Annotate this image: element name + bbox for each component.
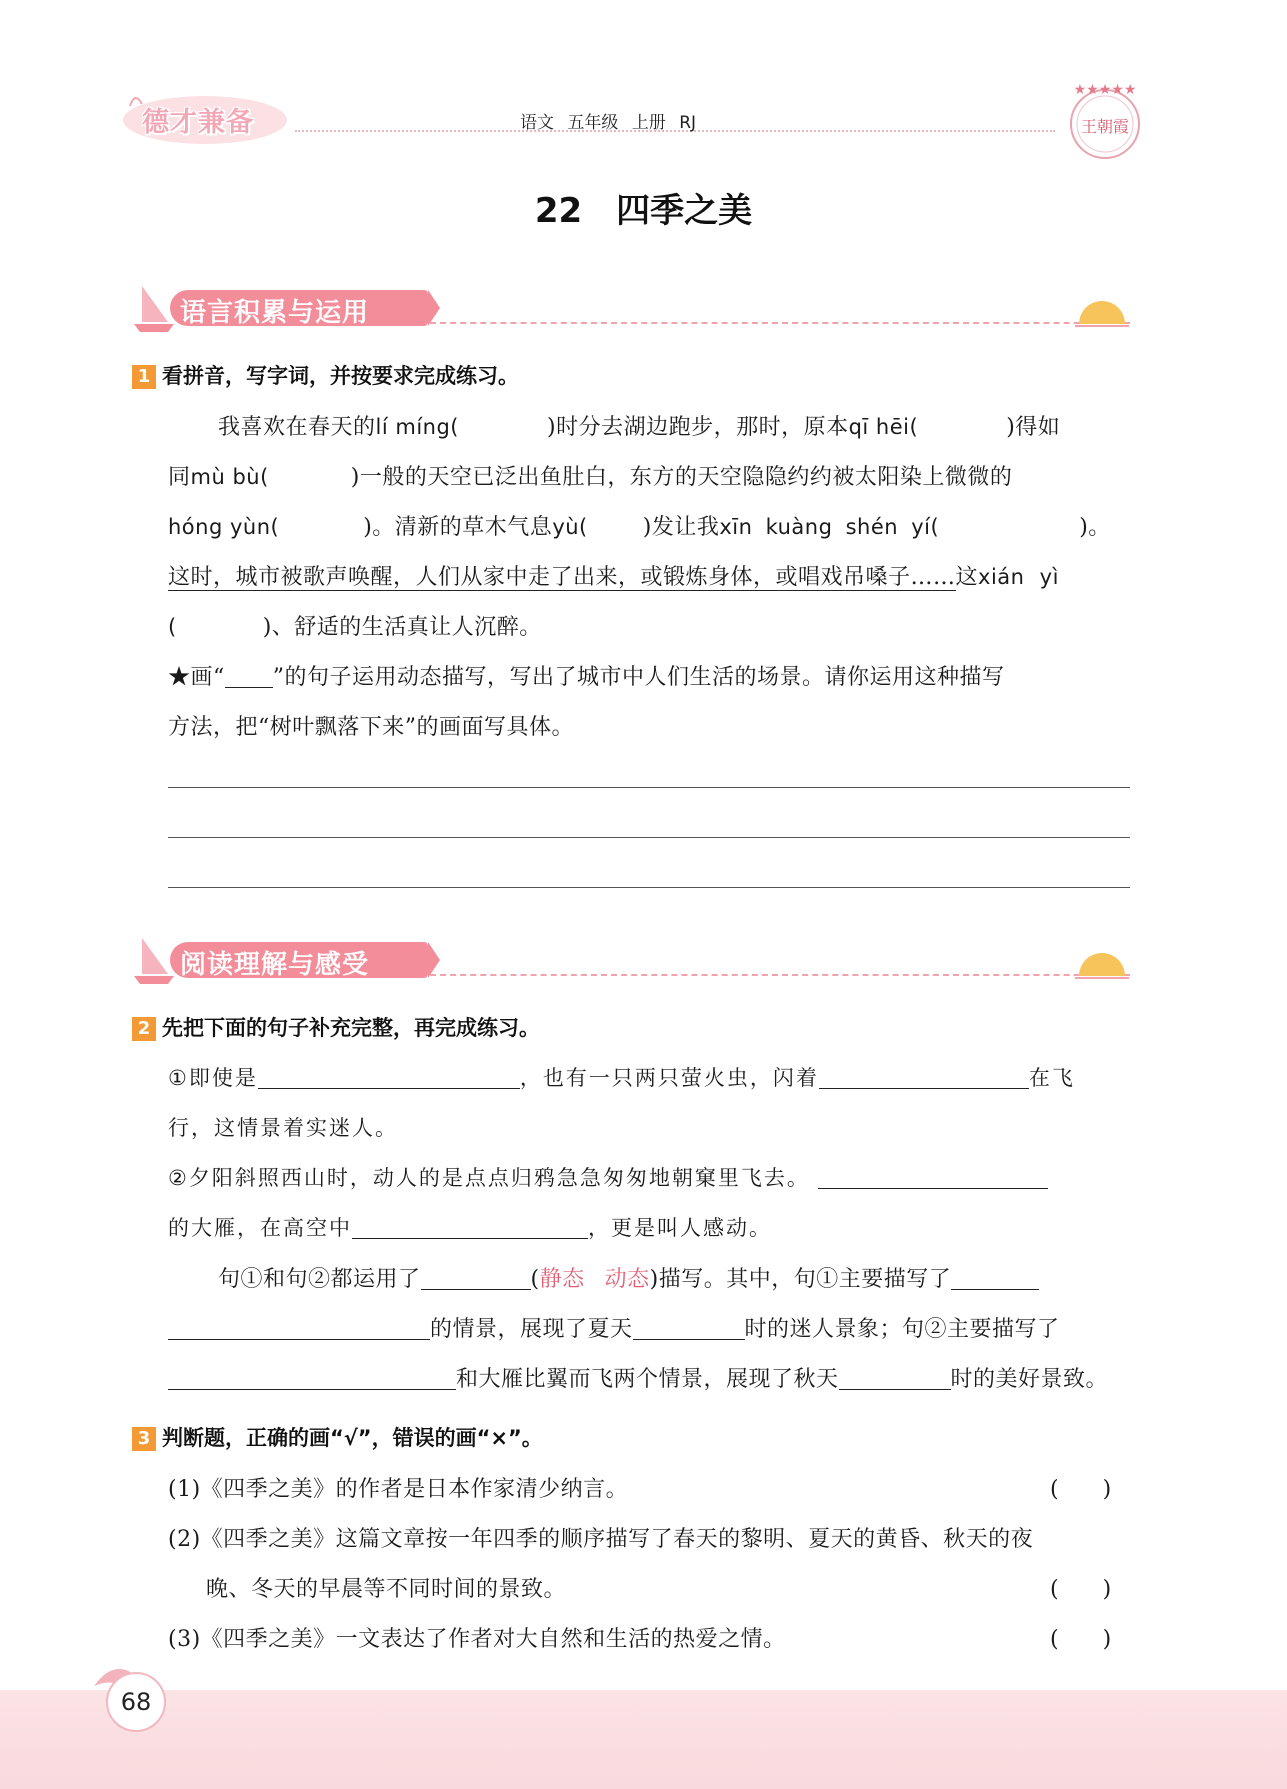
answer-line[interactable] [168,837,1130,838]
svg-text:★★★★★: ★★★★★ [1073,82,1137,98]
q2-line: 的大雁，在高空中 ，更是叫人感动。 [168,1216,772,1240]
question-1-text: 看拼音，写字词，并按要求完成练习。 [162,364,519,388]
q2-line: ①即使是 ，也有一只两只萤火虫，闪着 在飞 [168,1066,1075,1090]
author-stamp [1060,80,1150,162]
brand-text: 德才兼备 [142,107,254,138]
q2-line: 的情景，展现了夏天 时的迷人景象；句②主要描写了 [168,1312,1060,1343]
section-banner-1 [128,278,428,334]
footer-background [0,1690,1287,1789]
option-dynamic[interactable]: 动态 [604,1267,650,1292]
option-static[interactable]: 静态 [539,1267,585,1292]
q1-paragraph-line: 我喜欢在春天的lí míng( )时分去湖边跑步，那时，原本qī hēi( )得如 [218,415,1061,440]
section-title-2: 阅读理解与感受 [180,950,370,980]
q1-paragraph-line: ( )、舒适的生活真让人沉醉。 [168,615,542,640]
q1-paragraph-line: 同mù bù( )一般的天空已泛出鱼肚白，东方的天空隐隐约约被太阳染上微微的 [168,465,1013,490]
q1-paragraph-line: 这时，城市被歌声唤醒，人们从家中走了出来，或锻炼身体，或唱戏吊嗓子……这xián yì [168,565,1059,590]
header-meta: 语文 五年级 上册 RJ [520,113,697,133]
question-2-text: 先把下面的句子补充完整，再完成练习。 [162,1016,540,1040]
page-title: 22 四季之美 [534,191,753,231]
brand-logo [120,86,290,146]
section-divider-2 [430,974,1130,976]
judge-answer-box-3[interactable]: ( ) [1050,1627,1112,1652]
q1-task-line: 方法，把“树叶飘落下来”的画面写具体。 [168,715,574,740]
q2-line: ②夕阳斜照西山时，动人的是点点归鸦急急匆匆地朝窠里飞去。 [168,1162,1048,1192]
q2-line: 行，这情景着实迷人。 [168,1116,398,1140]
section-divider-1 [430,322,1130,324]
answer-line[interactable] [168,787,1130,788]
answer-line[interactable] [168,887,1130,888]
q1-paragraph-line: hóng yùn( )。清新的草木气息yù( )发让我xīn kuàng shén yí( )。 [168,515,1111,540]
q1-task-line: ★画“ ”的句子运用动态描写，写出了城市中人们生活的场景。请你运用这种描写 [168,665,1005,690]
q2-line: 句①和句②都运用了 (静态 动态)描写。其中，句①主要描写了 [218,1262,1039,1293]
question-number: 3 [132,1427,156,1451]
stamp-text: 王朝霞 [1080,117,1130,136]
judge-item-2: (2)《四季之美》这篇文章按一年四季的顺序描写了春天的黎明、夏天的黄昏、秋天的夜 [168,1527,1034,1552]
judge-answer-box-2[interactable]: ( ) [1050,1577,1112,1602]
underlined-sentence: 这时，城市被歌声唤醒，人们从家中走了出来，或锻炼身体，或唱戏吊嗓子…… [168,565,956,590]
sunset-icon [1075,942,1129,982]
question-number: 1 [132,365,156,389]
question-3-heading [132,1422,543,1452]
section-banner-2 [128,930,428,986]
question-3-text: 判断题，正确的画“√”，错误的画“×”。 [162,1426,543,1450]
stamp-seal-icon [1060,80,1150,162]
judge-item-2-cont: 晚、冬天的早晨等不同时间的景致。 [206,1577,567,1602]
sunset-icon [1075,290,1129,330]
judge-item-1: (1)《四季之美》的作者是日本作家清少纳言。 [168,1477,629,1502]
judge-answer-box-1[interactable]: ( ) [1050,1477,1112,1502]
question-2-heading [132,1012,540,1042]
question-number: 2 [132,1017,156,1041]
judge-item-3: (3)《四季之美》一文表达了作者对大自然和生活的热爱之情。 [168,1627,786,1652]
section-title-1: 语言积累与运用 [180,298,370,328]
question-1-heading [132,360,519,390]
page-number: 68 [106,1672,166,1732]
q2-line: 和大雁比翼而飞两个情景，展现了秋天 时的美好景致。 [168,1362,1108,1393]
